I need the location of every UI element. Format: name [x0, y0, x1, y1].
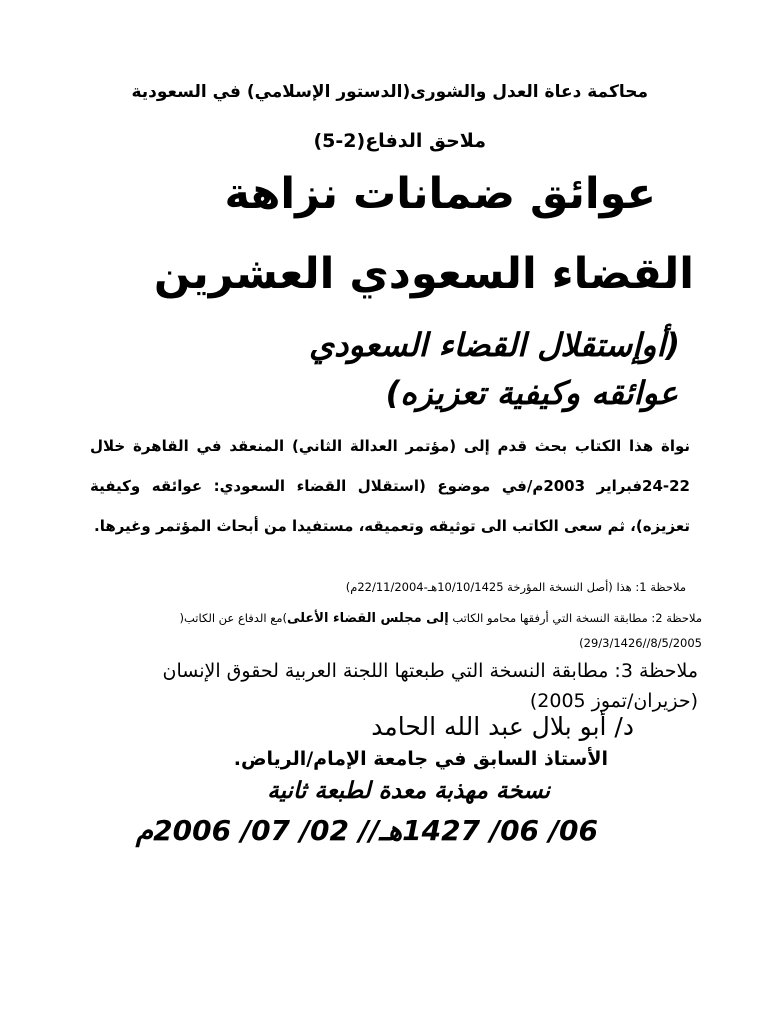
note-2-text-end: )مع الدفاع عن الكاتب( 8/5/2005//29/3/1426)	[179, 611, 702, 650]
edition-note: نسخة مهذبة معدة لطبعة ثانية	[267, 778, 550, 804]
edition-date: 06/ 06/ 1427هـ// 02/ 07/ 2006م	[135, 814, 598, 847]
main-title-line-2: القضاء السعودي العشرين	[153, 249, 694, 299]
note-1: ملاحظة 1: هذا (أصل النسخة المؤرخة 10/10/1425هـ-22/11/2004م)	[345, 580, 686, 594]
intro-paragraph: نواة هذا الكتاب بحث قدم إلى (مؤتمر العدالة الثاني) المنعقد في القاهرة خلال 22-24فبراير 2003م/في موضوع (استقلال القضاء السعودي: عوائقه وكيفية تعزيزه)، ثم سعى الكاتب الى توثيقه وتعميقه، مستفيدا من أبحاث المؤتمر وغيرها.	[90, 437, 690, 535]
author-position: الأستاذ السابق في جامعة الإمام/الرياض.	[233, 748, 608, 770]
author-name: د/ أبو بلال عبد الله الحامد	[371, 712, 634, 741]
note-2-text-start: ملاحظة 2: مطابقة النسخة التي أرفقها محامو الكاتب	[452, 611, 702, 625]
alternate-title-line-1: (أوإستقلال القضاء السعودي	[309, 326, 680, 364]
note-2	[66, 606, 702, 656]
note-3: ملاحظة 3: مطابقة النسخة التي طبعتها اللجنة العربية لحقوق الإنسان (حزيران/تموز 2005)	[162, 660, 698, 712]
alternate-title-line-2: عوائقه وكيفية تعزيزه)	[385, 374, 678, 412]
note-2-highlight: إلى مجلس القضاء الأعلى	[286, 611, 449, 626]
annex-label: ملاحق الدفاع(2-5)	[313, 130, 486, 152]
main-title-line-1: عوائق ضمانات نزاهة	[224, 169, 656, 219]
document-subtitle: محاكمة دعاة العدل والشورى(الدستور الإسلامي) في السعودية	[131, 82, 648, 102]
